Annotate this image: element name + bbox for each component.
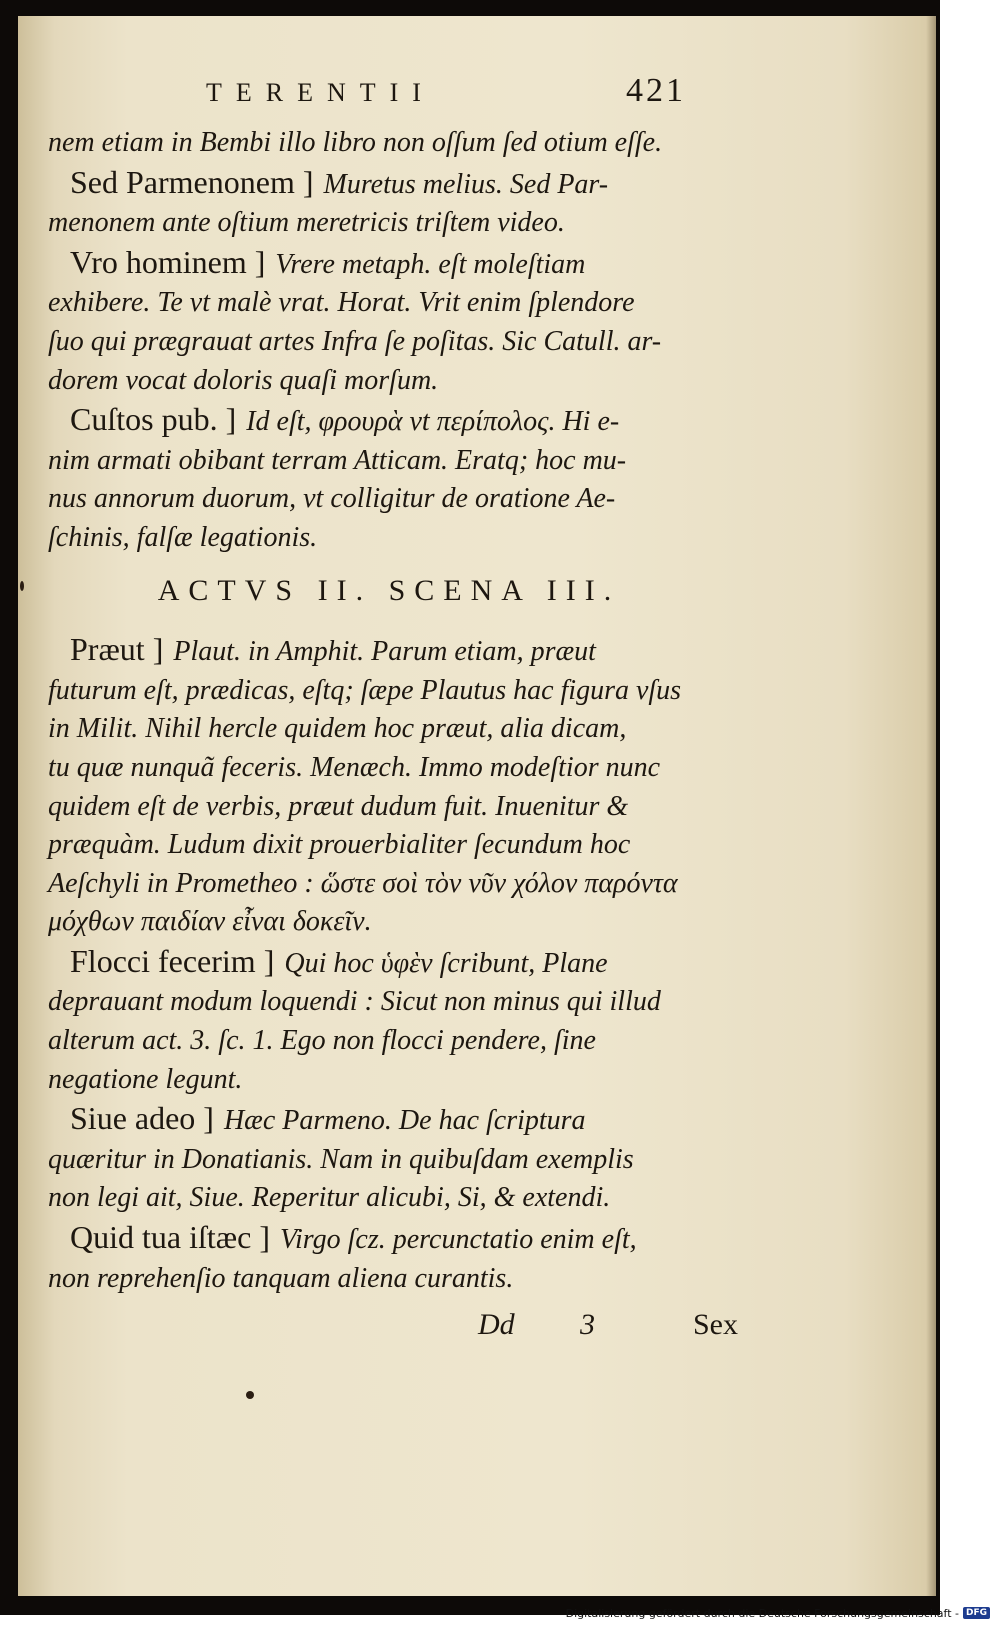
text-line [48, 630, 730, 672]
text-line [48, 243, 730, 285]
text-line [48, 983, 730, 1022]
catchword: Sex [693, 1308, 738, 1341]
text-line [48, 284, 730, 323]
commentary-text: tu quæ nunquã feceris. Menæch. Immo modeſtior nunc [48, 751, 661, 783]
commentary-text: non legi ait, Siue. Reperitur alicubi, Si, & extendi. [48, 1182, 611, 1214]
text-line [48, 362, 730, 401]
text-line [48, 442, 730, 481]
lemma: Flocci fecerim ] [70, 942, 275, 979]
commentary-text: menonem ante oſtium meretricis triſtem video. [48, 207, 565, 239]
commentary-text: quæritur in Donatianis. Nam in quibuſdam exemplis [48, 1143, 634, 1175]
credit-text: Digitalisierung gefördert durch die Deutsche Forschungsgemeinschaft - [565, 1606, 959, 1620]
commentary-text: dorem vocat doloris quaſi morſum. [48, 364, 439, 396]
book-page [18, 16, 936, 1596]
text-line [48, 204, 730, 243]
running-head [206, 72, 686, 112]
commentary-text: non reprehenſio tanquam aliena curantis. [48, 1262, 514, 1294]
commentary-text: negatione legunt. [48, 1063, 243, 1095]
text-line [48, 400, 730, 442]
lemma: Præut ] [70, 631, 164, 668]
text-line [48, 1099, 730, 1141]
lemma: Cuſtos pub. ] [70, 401, 237, 438]
commentary-text: alterum act. 3. ſc. 1. Ego non flocci pendere, ſine [48, 1025, 596, 1057]
running-head-title: TERENTII [206, 78, 435, 107]
text-line [48, 1141, 730, 1180]
section-heading: ACTVS II. SCENA III. [157, 573, 621, 607]
ink-spot [20, 581, 24, 591]
commentary-text: futurum eſt, prædicas, eſtq; ſæpe Plautus hac figura vſus [48, 674, 682, 706]
commentary-text: nus annorum duorum, vt colligitur de oratione Ae- [48, 483, 616, 515]
text-line [48, 1022, 730, 1061]
commentary-text: Vrere metaph. eſt moleſtiam [275, 248, 586, 280]
lemma: Quid tua iſtæc ] [70, 1219, 270, 1256]
text-line [48, 903, 730, 942]
text-line [48, 480, 730, 519]
lemma: Vro hominem ] [70, 243, 266, 280]
dfg-logo: DFG [963, 1607, 990, 1619]
text-line [48, 1179, 730, 1218]
text-line [48, 865, 730, 904]
commentary-text: deprauant modum loquendi : Sicut non minus qui illud [48, 986, 661, 1018]
commentary-text: Plaut. in Amphit. Parum etiam, præut [173, 636, 596, 668]
commentary-text: quidem eſt de verbis, præut dudum fuit. Inuenitur & [48, 790, 629, 822]
commentary-text: Muretus melius. Sed Par- [323, 168, 609, 200]
commentary-text: nim armati obibant terram Atticam. Eratq; hoc mu- [48, 444, 627, 476]
body-text [48, 124, 730, 1298]
text-line [48, 672, 730, 711]
commentary-text: ſuo qui prægrauat artes Infra ſe poſitas. Sic Catull. ar- [48, 325, 662, 357]
page-edge-shadow [926, 16, 936, 1596]
commentary-text: Hæc Parmeno. De hac ſcriptura [223, 1105, 586, 1137]
text-line [48, 323, 730, 362]
commentary-text: exhibere. Te vt malè vrat. Horat. Vrit enim ſplendore [48, 287, 635, 319]
commentary-text: Id eſt, φρουρὰ vt περίπολος. Hi e- [246, 406, 620, 438]
text-line [48, 1061, 730, 1100]
commentary-text: μόχθων παιδίαν εἶναι δοκεῖν. [48, 906, 372, 938]
digitization-credit [566, 1603, 990, 1623]
commentary-text: ſchinis, falſæ legationis. [48, 521, 318, 553]
text-line [48, 519, 730, 558]
commentary-text: in Milit. Nihil hercle quidem hoc præut, alia dicam, [48, 713, 627, 745]
commentary-text: nem etiam in Bembi illo libro non oſſum ſed otium eſſe. [48, 127, 663, 158]
signature-mark: Dd [478, 1308, 515, 1341]
text-line [48, 826, 730, 865]
commentary-text: Qui hoc ὑφὲν ſcribunt, Plane [284, 947, 608, 979]
signature-line [448, 1308, 738, 1348]
text-line [48, 942, 730, 984]
text-line [48, 124, 730, 163]
text-line [48, 163, 730, 205]
text-line [48, 1260, 730, 1299]
text-line [48, 1218, 730, 1260]
commentary-text: Aeſchyli in Prometheo : ὥστε σοὶ τὸν νῦν χόλον παρόντα [48, 867, 678, 899]
commentary-text: Virgo ſcz. percunctatio enim eſt, [279, 1224, 637, 1256]
text-line [48, 749, 730, 788]
commentary-text: præquàm. Ludum dixit prouerbialiter ſecundum hoc [48, 829, 631, 861]
text-line [48, 788, 730, 827]
lemma: Sed Parmenonem ] [70, 163, 314, 200]
text-line [48, 710, 730, 749]
signature-number: 3 [580, 1308, 595, 1341]
ink-spot [246, 1391, 254, 1399]
page-number: 421 [626, 72, 686, 109]
lemma: Siue adeo ] [70, 1100, 214, 1137]
